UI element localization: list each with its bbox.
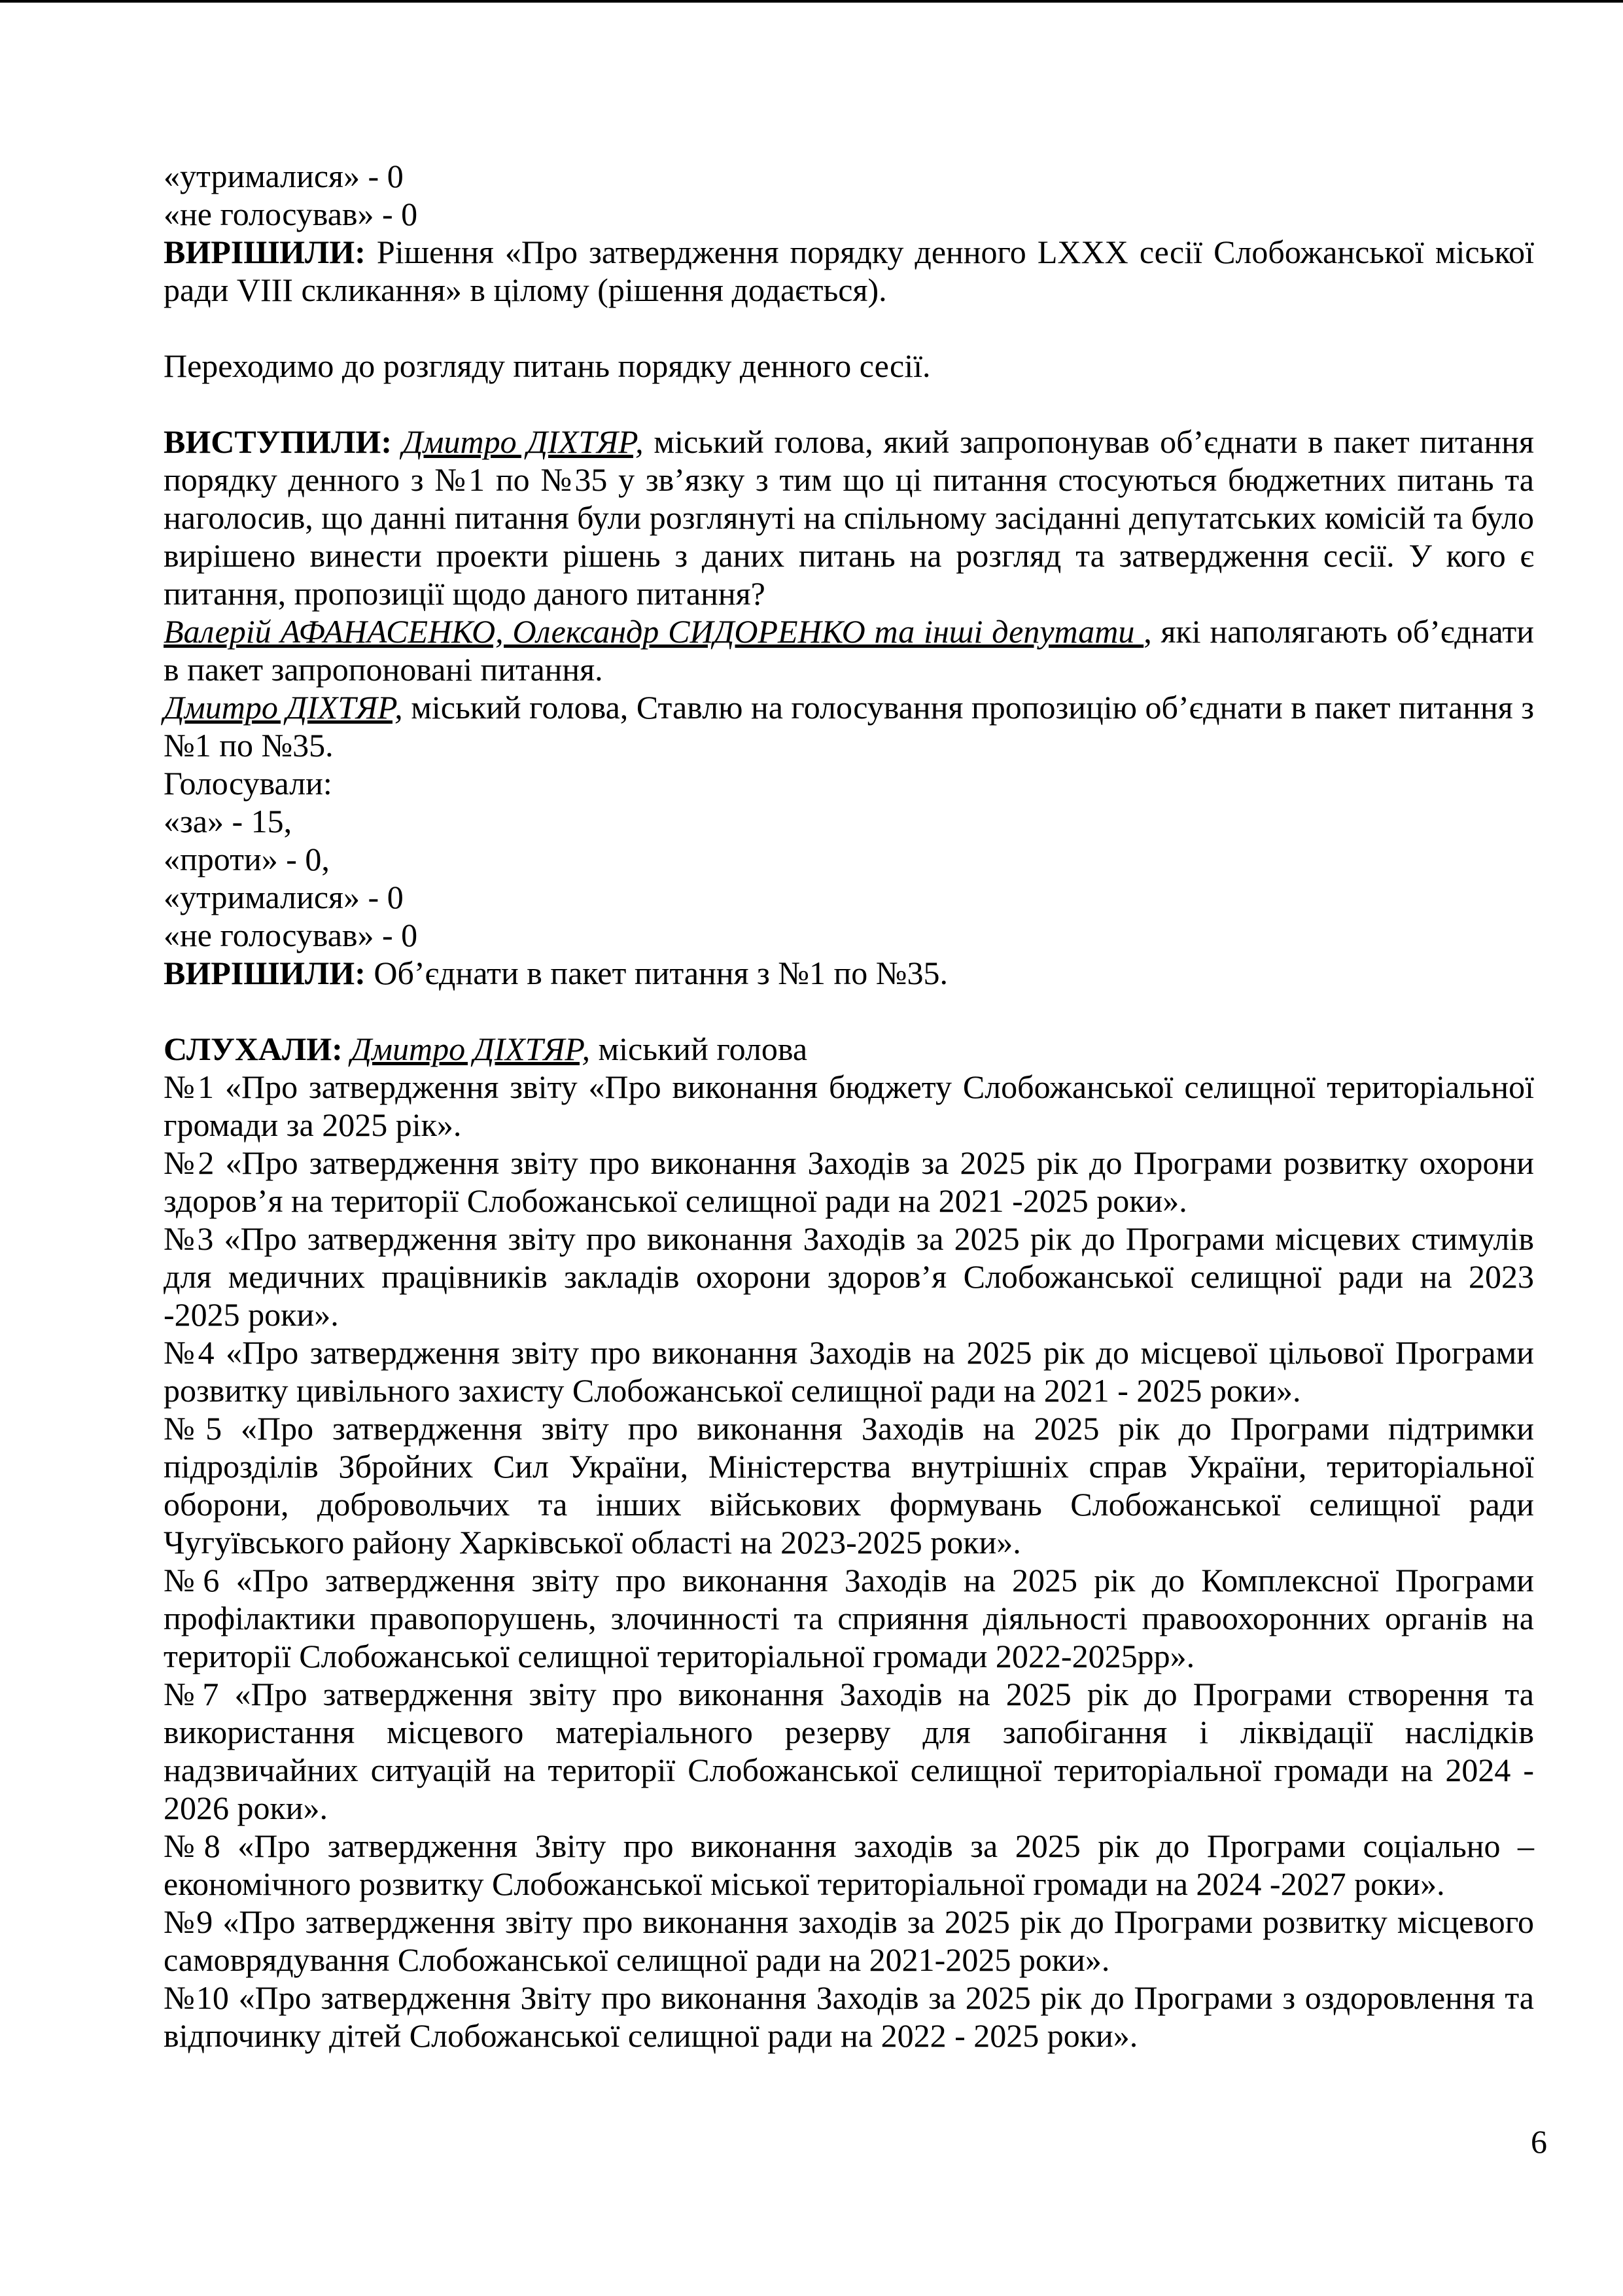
text-run: «за» - 15, xyxy=(164,803,292,839)
text-run: Об’єднати в пакет питання з №1 по №35. xyxy=(365,955,948,991)
text-run: №10 «Про затвердження Звіту про виконання Заходів за 2025 рік до Програми з оздоровлення та відпочинку дітей Слобожанської селищної ради на 2022 - 2025 роки». xyxy=(164,1979,1543,2054)
text-run xyxy=(392,423,402,460)
paragraph xyxy=(164,347,1534,385)
scan-edge-artifact xyxy=(0,0,1623,3)
text-run: №9 «Про затвердження звіту про виконання заходів за 2025 рік до Програми розвитку місцевого самоврядування Слобожанської селищної ради на 2021-2025 роки». xyxy=(164,1903,1543,1978)
page-number: 6 xyxy=(1531,2123,1547,2160)
paragraph xyxy=(164,1903,1543,1979)
section-label-run: СЛУХАЛИ: xyxy=(164,1031,343,1067)
text-run: №3 «Про затвердження звіту про виконання Заходів за 2025 рік до Програми місцевих стимулів для медичних працівників закладів охорони здоров’я Слобожанської селищної ради на 2023 -2025 роки». xyxy=(164,1220,1543,1333)
paragraph xyxy=(164,954,1534,992)
paragraph xyxy=(164,802,1534,840)
section-label-run: ВИРІШИЛИ: xyxy=(164,955,366,991)
text-run: №4 «Про затвердження звіту про виконання Заходів на 2025 рік до місцевої цільової Програми розвитку цивільного захисту Слобожанської селищної ради на 2021 - 2025 роки». xyxy=(164,1334,1543,1409)
text-run: Переходимо до розгляду питань порядку денного сесії. xyxy=(164,347,931,384)
paragraph xyxy=(164,1144,1543,1220)
text-run: Рішення «Про затвердження порядку денного LXXX сесії Слобожанської міської ради VIII скликання» в цілому (рішення додається). xyxy=(164,234,1543,308)
paragraph xyxy=(164,840,1534,878)
paragraph xyxy=(164,764,1534,802)
paragraph xyxy=(164,1030,1534,1068)
text-run: міський голова xyxy=(589,1031,808,1067)
paragraph xyxy=(164,1827,1543,1903)
text-run: «не голосував» - 0 xyxy=(164,196,418,232)
paragraph xyxy=(164,612,1543,688)
speaker-name-run: Дмитро ДІХТЯР, xyxy=(402,423,644,460)
paragraph xyxy=(164,916,1534,954)
paragraph xyxy=(164,1333,1543,1409)
text-run: №8 «Про затвердження Звіту про виконання заходів за 2025 рік до Програми соціально – економічного розвитку Слобожанської міської територіальної громади на 2024 -2027 роки». xyxy=(164,1828,1543,1902)
speaker-name-run: Дмитро ДІХТЯР, xyxy=(351,1031,590,1067)
text-run: , які наполягають об’єднати в пакет запропоновані питання. xyxy=(164,613,1543,688)
text-run: «утрималися» - 0 xyxy=(164,158,404,194)
paragraph xyxy=(164,1409,1543,1561)
text-run: «проти» - 0, xyxy=(164,841,330,877)
paragraph xyxy=(164,1979,1543,2055)
speaker-name-run: Дмитро ДІХТЯР, xyxy=(164,689,403,726)
paragraph xyxy=(164,423,1543,612)
paragraph xyxy=(164,688,1543,764)
text-run: «утрималися» - 0 xyxy=(164,879,404,915)
page-footer xyxy=(164,2123,1547,2161)
text-run: №7 «Про затвердження звіту про виконання Заходів на 2025 рік до Програми створення та використання місцевого матеріального резерву для запобігання і ліквідації наслідків надзвичайних ситуацій на території Слобожанської селищної територіальної громади на 2024 - 2026 роки». xyxy=(164,1676,1543,1826)
blank-line xyxy=(164,309,1534,347)
text-run xyxy=(343,1031,351,1067)
blank-line xyxy=(164,992,1534,1030)
text-run: №2 «Про затвердження звіту про виконання Заходів за 2025 рік до Програми розвитку охорони здоров’я на території Слобожанської селищної ради на 2021 -2025 роки». xyxy=(164,1144,1543,1219)
paragraph xyxy=(164,195,1534,233)
text-run: №5 «Про затвердження звіту про виконання Заходів на 2025 рік до Програми підтримки підрозділів Збройних Сил України, Міністерства внутрішніх справ України, територіальної оборони, добровольчих та інших військових формувань Слобожанської селищної ради Чугуївського району Харківської області на 2023-2025 роки». xyxy=(164,1410,1543,1561)
section-label-run: ВИРІШИЛИ: xyxy=(164,234,366,270)
paragraph xyxy=(164,1068,1543,1144)
text-run: №6 «Про затвердження звіту про виконання Заходів на 2025 рік до Комплексної Програми профілактики правопорушень, злочинності та сприяння діяльності правоохоронних органів на території Слобожанської селищної територіальної громади 2022-2025рр». xyxy=(164,1562,1543,1674)
paragraph xyxy=(164,1675,1543,1827)
text-run: «не голосував» - 0 xyxy=(164,917,418,953)
paragraph xyxy=(164,1220,1543,1333)
paragraph xyxy=(164,1561,1543,1675)
paragraph xyxy=(164,878,1534,916)
text-run: міський голова, Ставлю на голосування пропозицію об’єднати в пакет питання з №1 по №35. xyxy=(164,689,1543,764)
paragraph xyxy=(164,157,1534,195)
text-run: міський голова, який запропонував об’єднати в пакет питання порядку денного з №1 по №35 у зв’язку з тим що ці питання стосуються бюджетних питань та наголосив, що данні питання були розглянуті на спільному засіданні депутатських комісій та було вирішено винести проекти рішень з даних питань на розгляд та затвердження сесії. У кого є питання, пропозиції щодо даного питання? xyxy=(164,423,1543,612)
paragraph xyxy=(164,233,1543,309)
speaker-name-run: Валерій АФАНАСЕНКО, Олександр СИДОРЕНКО та інші депутати xyxy=(164,613,1144,650)
text-run: №1 «Про затвердження звіту «Про виконання бюджету Слобожанської селищної територіальної громади за 2025 рік». xyxy=(164,1069,1543,1143)
section-label-run: ВИСТУПИЛИ: xyxy=(164,423,392,460)
blank-line xyxy=(164,385,1534,423)
document-body xyxy=(164,157,1543,2055)
text-run: Голосували: xyxy=(164,765,332,802)
